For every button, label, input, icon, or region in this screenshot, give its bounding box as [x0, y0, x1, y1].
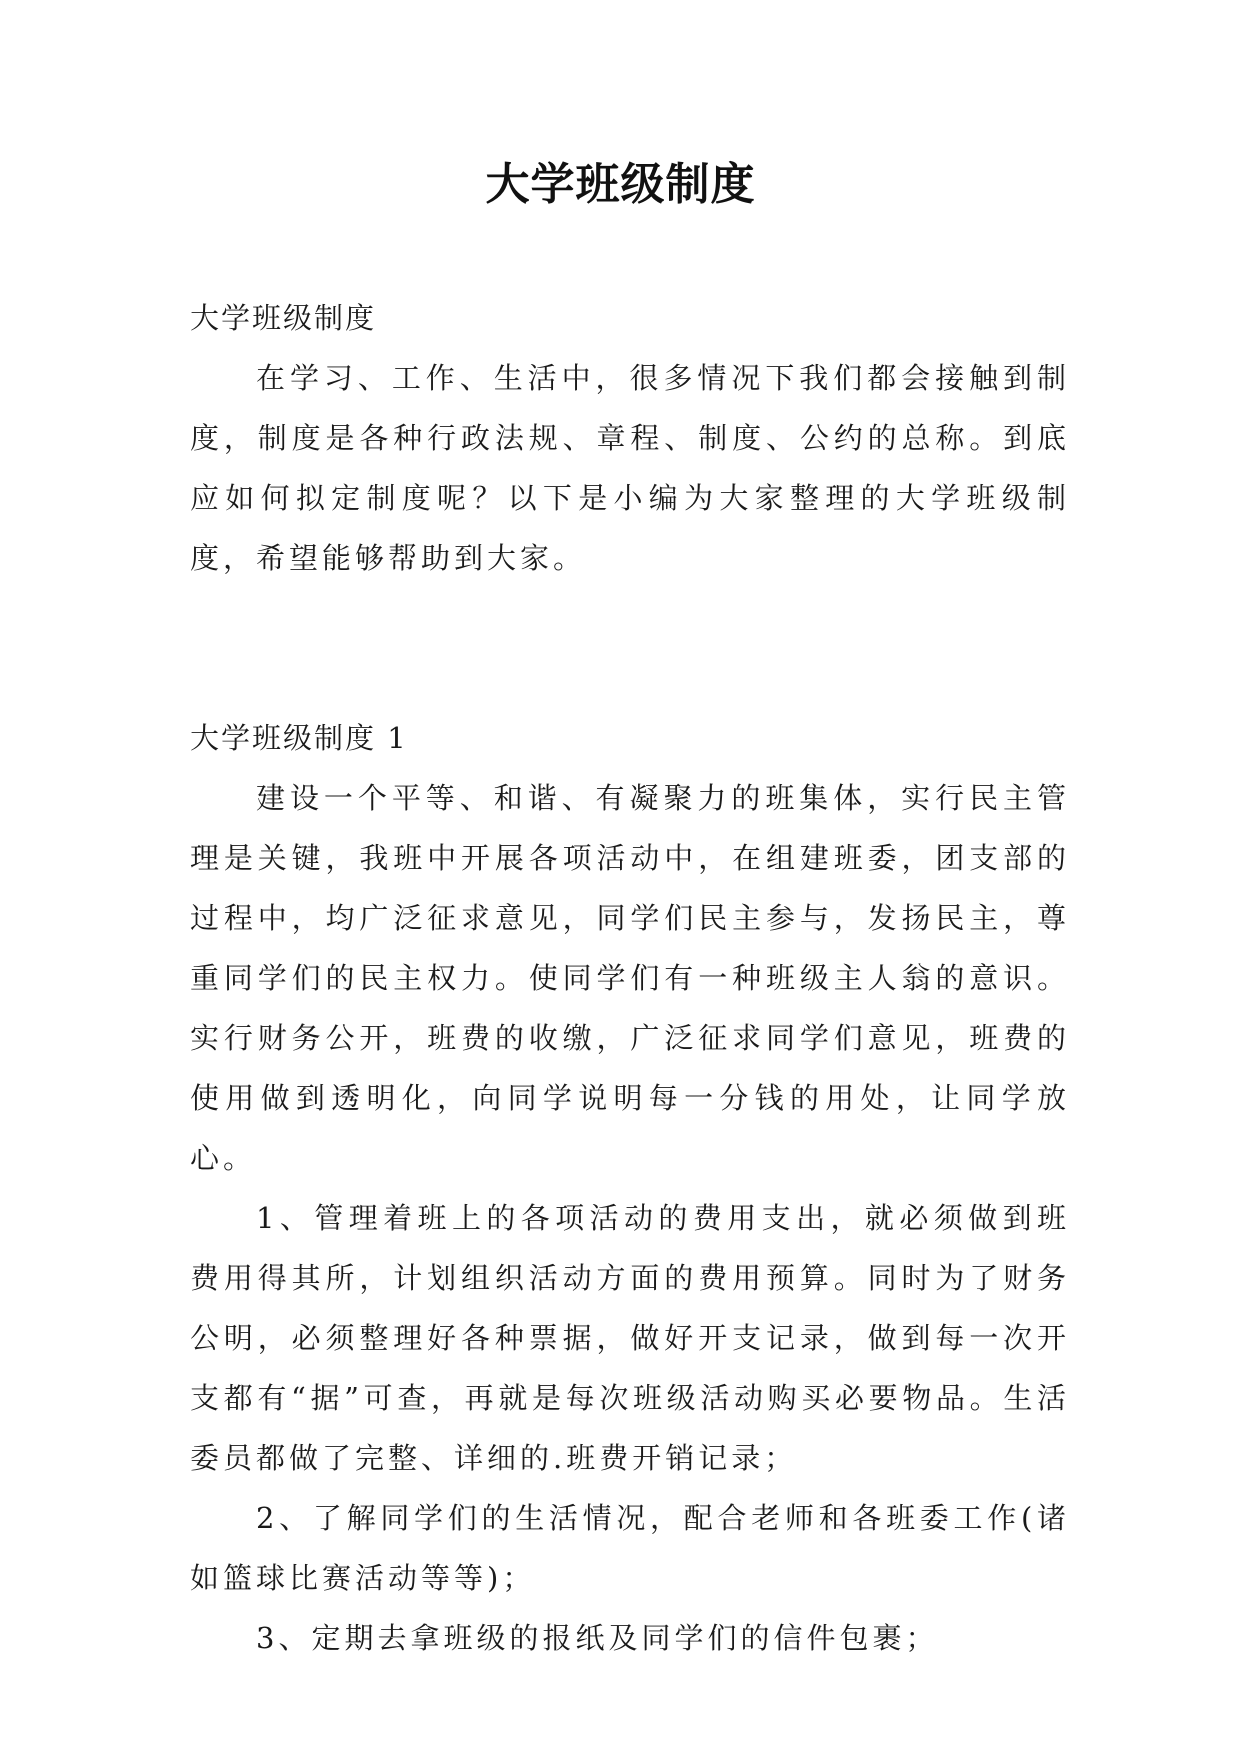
section1-heading: 大学班级制度 1 [190, 721, 408, 755]
document-body [190, 288, 1070, 1668]
section1-paragraph: 建设一个平等、和谐、有凝聚力的班集体，实行民主管理是关键，我班中开展各项活动中，在组建班委，团支部的过程中，均广泛征求意见，同学们民主参与，发扬民主，尊重同学们的民主权力。使同学们有一种班级主人翁的意识。实行财务公开，班费的收缴，广泛征求同学们意见，班费的使用做到透明化，向同学说明每一分钱的用处，让同学放心。 [190, 781, 1070, 1175]
list-item: 1、管理着班上的各项活动的费用支出，就必须做到班费用得其所，计划组织活动方面的费用预算。同时为了财务公明，必须整理好各种票据，做好开支记录，做到每一次开支都有“据”可查，再就是每次班级活动购买必要物品。生活委员都做了完整、详细的.班费开销记录； [190, 1201, 1070, 1475]
list-item: 3、定期去拿班级的报纸及同学们的信件包裹； [256, 1621, 939, 1655]
intro-paragraph: 在学习、工作、生活中，很多情况下我们都会接触到制度，制度是各种行政法规、章程、制度、公约的总称。到底应如何拟定制度呢？以下是小编为大家整理的大学班级制度，希望能够帮助到大家。 [190, 361, 1070, 575]
document-title: 大学班级制度 [485, 159, 756, 210]
list-item: 2、了解同学们的生活情况，配合老师和各班委工作(诸如篮球比赛活动等等)； [190, 1501, 1070, 1595]
section-spacer [190, 588, 1070, 708]
intro-heading: 大学班级制度 [190, 301, 377, 335]
